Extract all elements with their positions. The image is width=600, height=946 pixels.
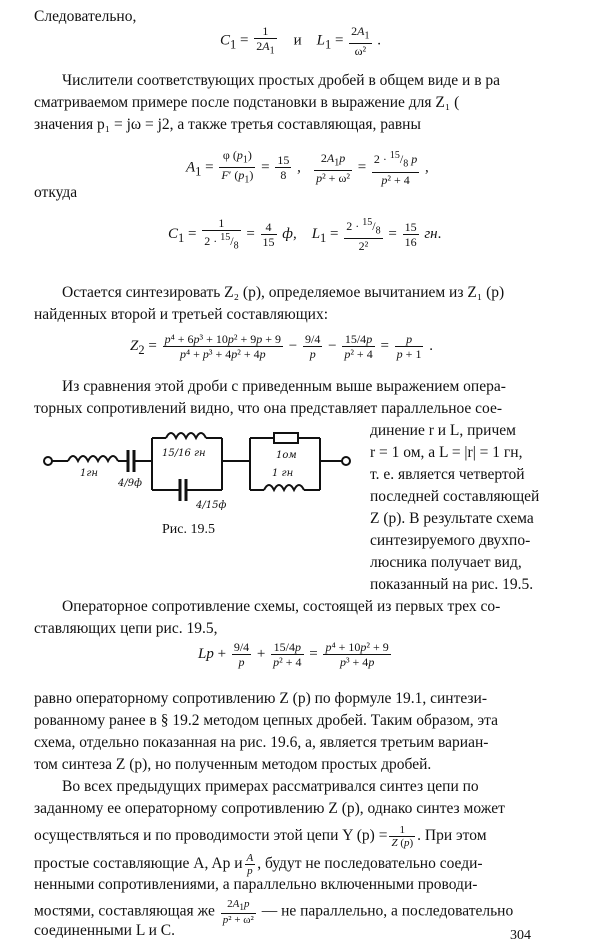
- text-line: схема, отдельно показанная на рис. 19.6, а, является третьим вариан-: [34, 734, 489, 751]
- label-c-4-15f: 4/15ф: [196, 500, 227, 511]
- text-line: равно операторному сопротивлению Z (p) по формуле 19.1, синтези-: [34, 690, 487, 707]
- text-line: Z (p). В результате схема: [370, 510, 534, 527]
- text-line: динение r и L, причем: [370, 422, 516, 439]
- text-line: найденных второй и третьей составляющих:: [34, 306, 329, 323]
- text-line: заданному ее операторному сопротивлению Z (p), однако синтез может: [34, 800, 505, 817]
- label-r-1om: 1ом: [276, 450, 297, 461]
- text-line: Числители соответствующих простых дробей в общем виде и в ра: [62, 72, 501, 89]
- label-l-1gn-2: 1 гн: [272, 468, 294, 479]
- text-line: откуда: [34, 184, 78, 201]
- text-line-with-formula: простые составляющие A, Ap и $\frac{A}{p}$ , будут не последовательно соеди-: [34, 852, 483, 877]
- formula-z2: $Z_2$ = $\frac{\text{p⁴ + 6p³ + 10p² + 9p + 9}}{\text{p⁴ + p³ + 4p² + 4p}}$ − $\frac{9/4}{p}$ − $\frac{15/4p}{\text{p² + 4}}$ = $\frac{p}{p + 1}$ .: [130, 332, 433, 361]
- text-line-with-formula: осуществляться и по проводимости этой цепи Y (p) = $\frac{1}{Z (p)}$ . При этом: [34, 824, 487, 849]
- text-line: люсника получает вид,: [370, 554, 522, 571]
- text-line: значения p₁ = jω = j2, а также третья составляющая, равны: [34, 116, 421, 133]
- formula-lp: Lp + $\frac{9/4}{p}$ + $\frac{15/4p}{\text{p² + 4}}$ = $\frac{\text{p⁴ + 10p² + 9}}{\text{p³ + 4p}}$: [198, 640, 389, 669]
- text-line: ненными сопротивлениями, а параллельно включенными проводи-: [34, 876, 478, 893]
- circuit-diagram: [40, 428, 360, 518]
- page-number: 304: [510, 928, 531, 943]
- text-line: рованному ранее в § 19.2 методом цепных дробей. Таким образом, эта: [34, 712, 499, 729]
- text-line: последней составляющей: [370, 488, 540, 505]
- text-line: т. е. является четвертой: [370, 466, 525, 483]
- text-line: Остается синтезировать Z₂ (p), определяемое вычитанием из Z₁ (p): [62, 284, 505, 301]
- text-line: синтезируемого двухпо-: [370, 532, 531, 549]
- text-line: том синтеза Z (p), но полученным методом простых дробей.: [34, 756, 432, 773]
- text-line: соединенными L и C.: [34, 922, 175, 939]
- text-line: ставляющих цепи рис. 19.5,: [34, 620, 218, 637]
- text-line: Во всех предыдущих примерах рассматривался синтез цепи по: [62, 778, 479, 795]
- text-line: торных сопротивлений видно, что она представляет параллельное сое-: [34, 400, 503, 417]
- formula-c1-l1-values: $C_1$ = $\frac{1}{2 \cdot ^{15}/_8}$ = $\frac{4}{15}$ ф, $L_1$ = $\frac{2 \cdot ^{15}/_8}{\text{2²}}$ = $\frac{15}{16}$ гн.: [168, 216, 442, 254]
- text-line: Из сравнения этой дроби с приведенным выше выражением опера-: [62, 378, 506, 395]
- formula-c1-l1: $C_1$ = $\frac{1}{2A_1}$ и $L_1$ = $\frac{2A_1}{\text{ω²}}$ .: [220, 24, 382, 59]
- text-line: сматриваемом примере после подстановки в выражение для Z₁ (: [34, 94, 460, 111]
- text-line: Следовательно,: [34, 8, 137, 25]
- label-l-15-16: 15/16 гн: [162, 448, 206, 459]
- text-line: r = 1 ом, а L = |r| = 1 гн,: [370, 444, 523, 461]
- text-line-with-formula: мостями, составляющая же $\frac{2A_1p}{\text{p² + ω²}}$ — не параллельно, а последовательно: [34, 898, 514, 927]
- text-line: показанный на рис. 19.5.: [370, 576, 534, 593]
- label-c-4-9f: 4/9ф: [118, 478, 142, 489]
- label-l-1gn: 1гн: [80, 468, 99, 479]
- text-line: Операторное сопротивление схемы, состоящей из первых трех со-: [62, 598, 501, 615]
- figure-caption: Рис. 19.5: [162, 522, 215, 537]
- formula-a1: $A_1$ = $\frac{\varphi (p_1)}{F' (p_1)}$ = $\frac{15}{8}$ , $\frac{2A_1p}{\text{p² + ω²}}$ = $\frac{2 \cdot ^{15}/_8 p}{\text{p² + 4}}$ ,: [186, 148, 429, 187]
